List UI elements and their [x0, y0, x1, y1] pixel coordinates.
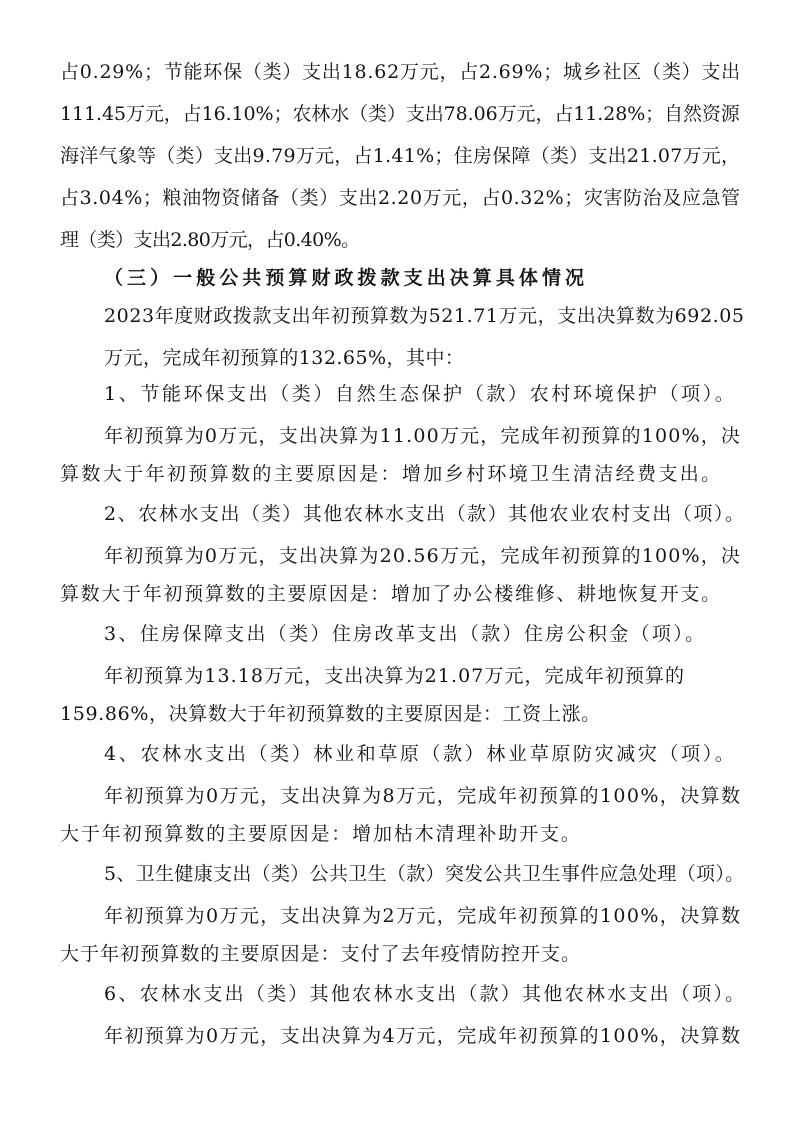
paragraph-first-line: 年初预算为13.18万元，支出决算为21.07万元，完成年初预算的	[104, 665, 686, 687]
body-text-line: 111.45万元，占16.10%；农林水（类）支出78.06万元，占11.28%；自然资源	[60, 103, 740, 125]
body-text-line: 算数大于年初预算数的主要原因是：增加了办公楼维修、耕地恢复开支。	[60, 583, 722, 605]
item-title: 1、节能环保支出（类）自然生态保护（款）农村环境保护（项）。	[104, 383, 737, 405]
item-title: 2、农林水支出（类）其他农林水支出（款）其他农业农村支出（项）。	[104, 503, 746, 525]
paragraph-first-line: 2023年度财政拨款支出年初预算数为521.71万元，支出决算数为692.05	[104, 305, 745, 327]
body-text-line: 大于年初预算数的主要原因是：增加枯木清理补助开支。	[60, 823, 582, 845]
body-text-line: 理（类）支出2.80万元，占0.40%。	[60, 229, 360, 251]
item-title: 4、农林水支出（类）林业和草原（款）林业草原防灾减灾（项）。	[104, 743, 737, 765]
body-text-line: 占3.04%；粮油物资储备（类）支出2.20万元，占0.32%；灾害防治及应急管	[60, 187, 741, 209]
paragraph-first-line: 年初预算为0万元，支出决算为8万元，完成年初预算的100%，决算数	[104, 785, 742, 807]
paragraph-first-line: 年初预算为0万元，支出决算为11.00万元，完成年初预算的100%，决	[104, 425, 742, 447]
paragraph-first-line: 年初预算为0万元，支出决算为2万元，完成年初预算的100%，决算数	[104, 905, 742, 927]
body-text-line: 万元，完成年初预算的132.65%，其中：	[104, 347, 465, 369]
body-text-line: 海洋气象等（类）支出9.79万元，占1.41%；住房保障（类）支出21.07万元，	[60, 145, 741, 167]
item-title: 5、卫生健康支出（类）公共卫生（款）突发公共卫生事件应急处理（项）。	[104, 863, 745, 885]
item-title: 3、住房保障支出（类）住房改革支出（款）住房公积金（项）。	[104, 623, 707, 645]
body-text-line: 大于年初预算数的主要原因是：支付了去年疫情防控开支。	[60, 943, 582, 965]
item-title: 6、农林水支出（类）其他农林水支出（款）其他农林水支出（项）。	[104, 983, 747, 1005]
body-text-line: 算数大于年初预算数的主要原因是：增加乡村环境卫生清洁经费支出。	[60, 463, 723, 485]
paragraph-first-line: 年初预算为0万元，支出决算为4万元，完成年初预算的100%，决算数	[104, 1025, 742, 1047]
section-heading: （三）一般公共预算财政拨款支出决算具体情况	[104, 267, 589, 289]
body-text-line: 159.86%，决算数大于年初预算数的主要原因是：工资上涨。	[60, 703, 601, 725]
paragraph-first-line: 年初预算为0万元，支出决算为20.56万元，完成年初预算的100%，决	[104, 545, 742, 567]
body-text-line: 占0.29%；节能环保（类）支出18.62万元，占2.69%；城乡社区（类）支出	[60, 61, 741, 83]
